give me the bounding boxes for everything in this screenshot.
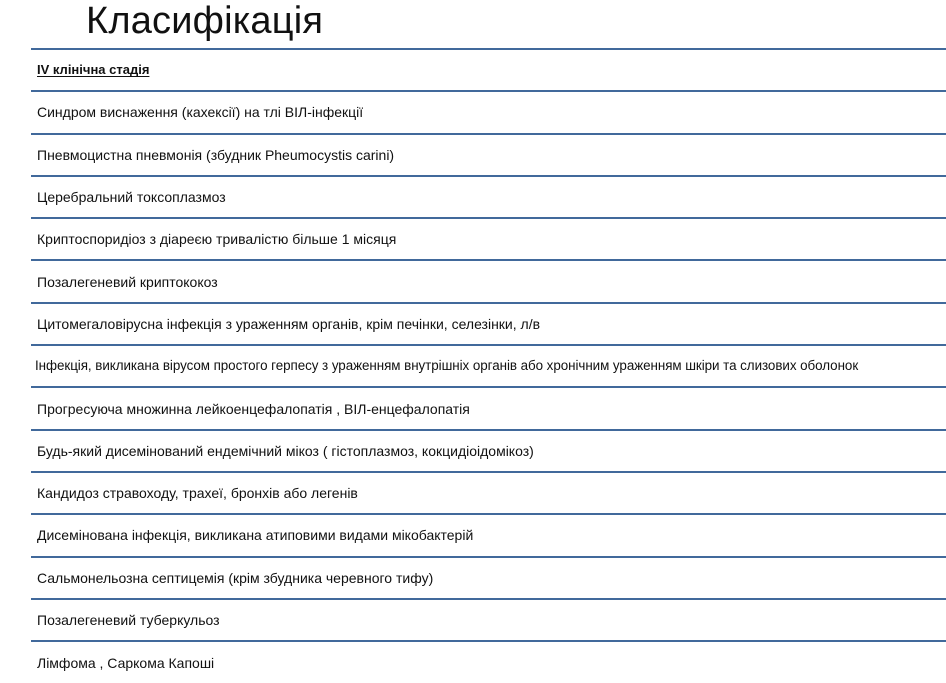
table-row bbox=[0, 514, 946, 556]
condition-cell: Церебральний токсоплазмоз bbox=[0, 176, 946, 218]
condition-cell: Дисемінована інфекція, викликана атиповими видами мікобактерій bbox=[0, 514, 946, 556]
table-row bbox=[0, 303, 946, 345]
condition-cell: Сальмонельозна септицемія (крім збудника черевного тифу) bbox=[0, 557, 946, 599]
condition-cell: Криптоспоридіоз з діареєю тривалістю більше 1 місяця bbox=[0, 218, 946, 260]
condition-cell: Цитомегаловірусна інфекція з ураженням органів, крім печінки, селезінки, л/в bbox=[0, 303, 946, 345]
condition-cell: Позалегеневий туберкульоз bbox=[0, 599, 946, 641]
table-row bbox=[0, 641, 946, 683]
classification-table-body bbox=[0, 49, 946, 683]
table-row bbox=[0, 134, 946, 176]
condition-cell: Синдром виснаження (кахексії) на тлі ВІЛ-інфекції bbox=[0, 91, 946, 133]
table-row bbox=[0, 599, 946, 641]
stage-header-cell: IV клінічна стадія bbox=[0, 49, 946, 91]
table-row bbox=[0, 218, 946, 260]
table-row bbox=[0, 345, 946, 387]
classification-table bbox=[0, 48, 946, 683]
condition-cell: Прогресуюча множинна лейкоенцефалопатія , ВІЛ-енцефалопатія bbox=[0, 387, 946, 429]
condition-cell: Позалегеневий криптококоз bbox=[0, 260, 946, 302]
condition-cell: Кандидоз стравоходу, трахеї, бронхів або легенів bbox=[0, 472, 946, 514]
table-row bbox=[0, 430, 946, 472]
table-row bbox=[0, 91, 946, 133]
condition-cell: Пневмоцистна пневмонія (збудник Pheumocystis carini) bbox=[0, 134, 946, 176]
table-row bbox=[0, 387, 946, 429]
condition-cell: Лімфома , Саркома Капоші bbox=[0, 641, 946, 683]
condition-cell: Будь-який дисемінований ендемічний мікоз ( гістоплазмоз, кокцидіоідомікоз) bbox=[0, 430, 946, 472]
table-row bbox=[0, 176, 946, 218]
table-row bbox=[0, 472, 946, 514]
table-row bbox=[0, 260, 946, 302]
table-row bbox=[0, 557, 946, 599]
table-row-header bbox=[0, 49, 946, 91]
page-title: Класифікація bbox=[86, 0, 324, 42]
condition-cell: Інфекція, викликана вірусом простого герпесу з ураженням внутрішніх органів або хронічним ураженням шкіри та слизових оболонок bbox=[0, 345, 946, 387]
